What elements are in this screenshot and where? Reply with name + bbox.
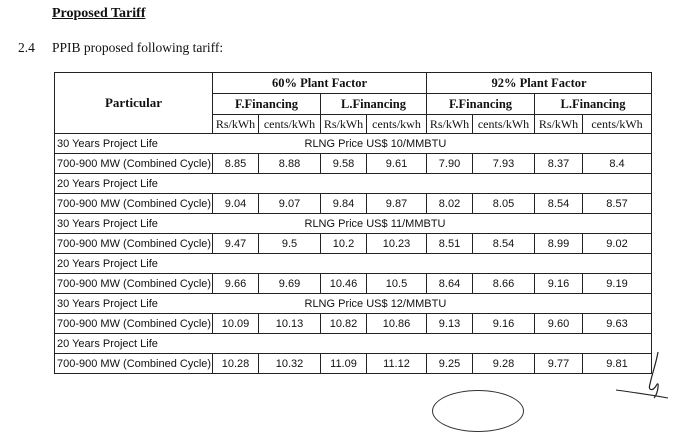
table-cell: 9.19 [583, 274, 652, 294]
table-cell: 7.93 [473, 154, 535, 174]
table-cell: 9.04 [213, 194, 259, 214]
table-cell: 10.13 [259, 314, 321, 334]
group-header-row [55, 254, 652, 274]
table-cell: 9.63 [583, 314, 652, 334]
table-cell: 9.16 [535, 274, 583, 294]
table-cell: 10.09 [213, 314, 259, 334]
unit-header: cents/kWh [259, 115, 321, 134]
table-cell: 9.60 [535, 314, 583, 334]
section-heading: Proposed Tariff [52, 6, 146, 21]
unit-header: cents/kwh [367, 115, 427, 134]
table-cell: 7.90 [427, 154, 473, 174]
table-cell: 9.77 [535, 354, 583, 374]
table-row [55, 274, 652, 294]
table-row [55, 354, 652, 374]
table-cell: 8.05 [473, 194, 535, 214]
table-cell: 8.85 [213, 154, 259, 174]
table-row [55, 194, 652, 214]
table-cell: 8.54 [535, 194, 583, 214]
table-cell: 9.58 [321, 154, 367, 174]
table-cell: 8.02 [427, 194, 473, 214]
table-row [55, 314, 652, 334]
table-cell: 8.64 [427, 274, 473, 294]
table-cell: 9.66 [213, 274, 259, 294]
table-cell: 8.51 [427, 234, 473, 254]
signature-mark [612, 350, 670, 400]
table-cell: 9.02 [583, 234, 652, 254]
row-label: 700-900 MW (Combined Cycle) [55, 314, 213, 334]
table-cell: 10.32 [259, 354, 321, 374]
table-cell: 10.82 [321, 314, 367, 334]
row-label: 700-900 MW (Combined Cycle) [55, 234, 213, 254]
table-cell: 9.07 [259, 194, 321, 214]
table-cell: 8.88 [259, 154, 321, 174]
group-header-row [55, 334, 652, 354]
table-cell: 10.46 [321, 274, 367, 294]
table-row [55, 234, 652, 254]
rlng-price-note: RLNG Price US$ 11/MMBTU [213, 214, 652, 234]
group-header-row [55, 294, 652, 314]
table-cell: 10.28 [213, 354, 259, 374]
project-life-label: 30 Years Project Life [55, 294, 213, 314]
table-cell: 9.28 [473, 354, 535, 374]
table-cell: 8.54 [473, 234, 535, 254]
unit-header: Rs/kWh [535, 115, 583, 134]
tariff-table [54, 72, 652, 374]
plant-factor-header: 60% Plant Factor [213, 73, 427, 94]
table-cell: 8.57 [583, 194, 652, 214]
project-life-label: 20 Years Project Life [55, 254, 213, 274]
unit-header: Rs/kWh [427, 115, 473, 134]
project-life-label: 30 Years Project Life [55, 214, 213, 234]
group-header-row [55, 174, 652, 194]
table-cell: 9.47 [213, 234, 259, 254]
table-cell: 10.23 [367, 234, 427, 254]
stamp-mark [432, 390, 524, 432]
unit-header: Rs/kWh [321, 115, 367, 134]
table-cell: 10.5 [367, 274, 427, 294]
unit-header: cents/kWh [473, 115, 535, 134]
paragraph-text: PPIB proposed following tariff: [52, 40, 224, 55]
table-cell: 9.16 [473, 314, 535, 334]
rlng-price-note [213, 334, 652, 354]
unit-header: cents/kWh [583, 115, 652, 134]
paragraph-number: 2.4 [18, 40, 35, 55]
row-label: 700-900 MW (Combined Cycle) [55, 274, 213, 294]
table-cell: 8.66 [473, 274, 535, 294]
table-cell: 9.5 [259, 234, 321, 254]
rlng-price-note [213, 254, 652, 274]
row-label: 700-900 MW (Combined Cycle) [55, 154, 213, 174]
rlng-price-note [213, 174, 652, 194]
table-cell: 9.69 [259, 274, 321, 294]
financing-header: F.Financing [213, 94, 321, 115]
project-life-label: 20 Years Project Life [55, 334, 213, 354]
table-cell: 9.84 [321, 194, 367, 214]
table-cell: 9.81 [583, 354, 652, 374]
project-life-label: 20 Years Project Life [55, 174, 213, 194]
table-cell: 9.25 [427, 354, 473, 374]
table-cell: 8.99 [535, 234, 583, 254]
table-cell: 9.87 [367, 194, 427, 214]
table-cell: 11.12 [367, 354, 427, 374]
group-header-row [55, 214, 652, 234]
project-life-label: 30 Years Project Life [55, 134, 213, 154]
financing-header: L.Financing [535, 94, 652, 115]
table-row [55, 154, 652, 174]
rlng-price-note: RLNG Price US$ 10/MMBTU [213, 134, 652, 154]
financing-header: L.Financing [321, 94, 427, 115]
rlng-price-note: RLNG Price US$ 12/MMBTU [213, 294, 652, 314]
row-label: 700-900 MW (Combined Cycle) [55, 354, 213, 374]
table-cell: 8.37 [535, 154, 583, 174]
table-cell: 10.86 [367, 314, 427, 334]
particular-header: Particular [55, 73, 213, 134]
plant-factor-header: 92% Plant Factor [427, 73, 652, 94]
table-cell: 11.09 [321, 354, 367, 374]
table-cell: 8.4 [583, 154, 652, 174]
table-cell: 9.13 [427, 314, 473, 334]
unit-header: Rs/kWh [213, 115, 259, 134]
row-label: 700-900 MW (Combined Cycle) [55, 194, 213, 214]
group-header-row [55, 134, 652, 154]
table-cell: 9.61 [367, 154, 427, 174]
paragraph [18, 40, 223, 56]
table-cell: 10.2 [321, 234, 367, 254]
financing-header: F.Financing [427, 94, 535, 115]
